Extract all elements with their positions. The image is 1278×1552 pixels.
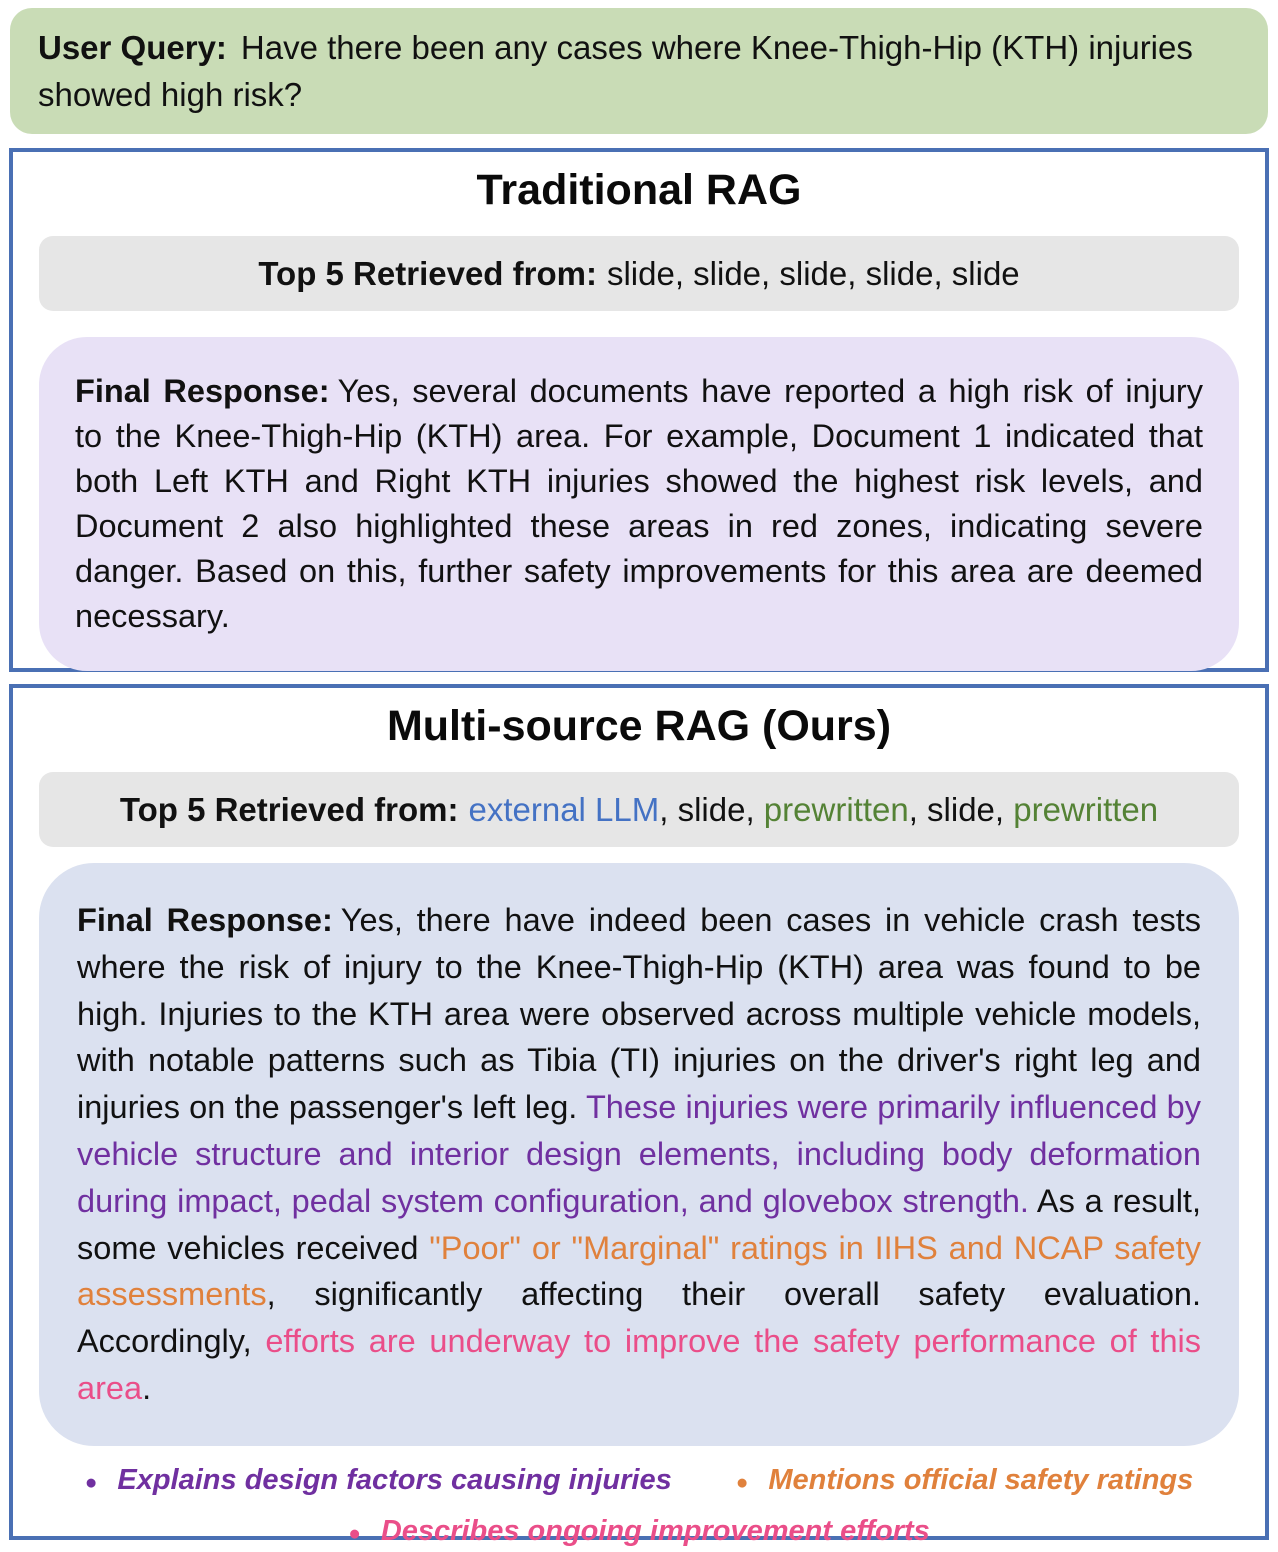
traditional-rag-title: Traditional RAG xyxy=(476,166,802,214)
bullet-list xyxy=(13,1462,1265,1551)
text-segment: prewritten xyxy=(763,790,909,828)
bullet-dot-icon: ● xyxy=(348,1522,361,1546)
final-response-label: Final Response: xyxy=(77,902,333,938)
text-segment: Yes, there have indeed been cases in vehicle crash tests where the risk of injury to the Knee-Thigh-Hip (KTH) area was found to be high. Injuries to the KTH area were observed across multiple vehicle models, with notable patterns such as Tibia (TI) injuries on the driver's right leg and injuries on the passenger's left leg. xyxy=(77,902,1201,1126)
text-segment: These injuries were primarily influenced by vehicle structure and interior design elements, including body deformation during impact, pedal system configuration, and glovebox strength. xyxy=(77,1089,1201,1219)
text-segment: , significantly affecting their overall safety evaluation. Accordingly, xyxy=(77,1276,1201,1360)
final-response-text: Yes, several documents have reported a high risk of injury to the Knee-Thigh-Hip (KTH) area. For example, Document 1 indicated that both Left KTH and Right KTH injuries showed the highest risk levels, and Document 2 also highlighted these areas in red zones, indicating severe danger. Based on this, further safety improvements for this area are deemed necessary. xyxy=(75,373,1203,634)
multi-retrieved-bar xyxy=(39,772,1239,847)
text-segment: . xyxy=(142,1369,152,1406)
user-query-box xyxy=(10,8,1268,134)
retrieved-label: Top 5 Retrieved from: xyxy=(258,254,597,292)
bullet-label: Describes ongoing improvement efforts xyxy=(380,1515,930,1548)
traditional-rag-panel xyxy=(9,148,1269,672)
text-segment: "Poor" or "Marginal" ratings in IIHS and NCAP safety assessments xyxy=(77,1229,1201,1313)
text-segment: As a result, some vehicles received xyxy=(77,1182,1201,1266)
text-segment: prewritten xyxy=(1013,790,1159,828)
final-response-label: Final Response: xyxy=(75,373,330,409)
bullet-item xyxy=(85,1462,672,1500)
bullet-row xyxy=(13,1462,1265,1500)
final-response-text xyxy=(77,902,1201,1406)
bullet-dot-icon: ● xyxy=(735,1470,749,1494)
retrieved-sources: slide, slide, slide, slide, slide xyxy=(606,254,1020,292)
bullet-label: Explains design factors causing injuries xyxy=(117,1463,672,1496)
bullet-item xyxy=(736,1462,1194,1500)
traditional-retrieved-bar xyxy=(39,236,1239,311)
text-segment: , slide, xyxy=(659,790,764,828)
multi-source-rag-title: Multi-source RAG (Ours) xyxy=(386,702,892,750)
text-segment: external LLM xyxy=(468,790,660,828)
retrieved-sources xyxy=(468,791,1158,828)
retrieved-label: Top 5 Retrieved from: xyxy=(119,790,459,828)
text-segment: , slide, xyxy=(908,790,1014,828)
bullet-row xyxy=(13,1513,1265,1551)
multi-source-rag-panel xyxy=(9,684,1269,1548)
user-query-label: User Query: xyxy=(38,29,227,66)
bullet-label: Mentions official safety ratings xyxy=(768,1463,1194,1496)
bullet-item xyxy=(348,1513,930,1551)
bullet-dot-icon: ● xyxy=(84,1470,98,1494)
text-segment: efforts are underway to improve the safety performance of this area xyxy=(77,1323,1202,1406)
multi-final-response-box xyxy=(39,863,1239,1446)
traditional-final-response-box xyxy=(39,337,1239,671)
user-query-text: Have there been any cases where Knee-Thigh-Hip (KTH) injuries showed high risk? xyxy=(38,29,1193,114)
